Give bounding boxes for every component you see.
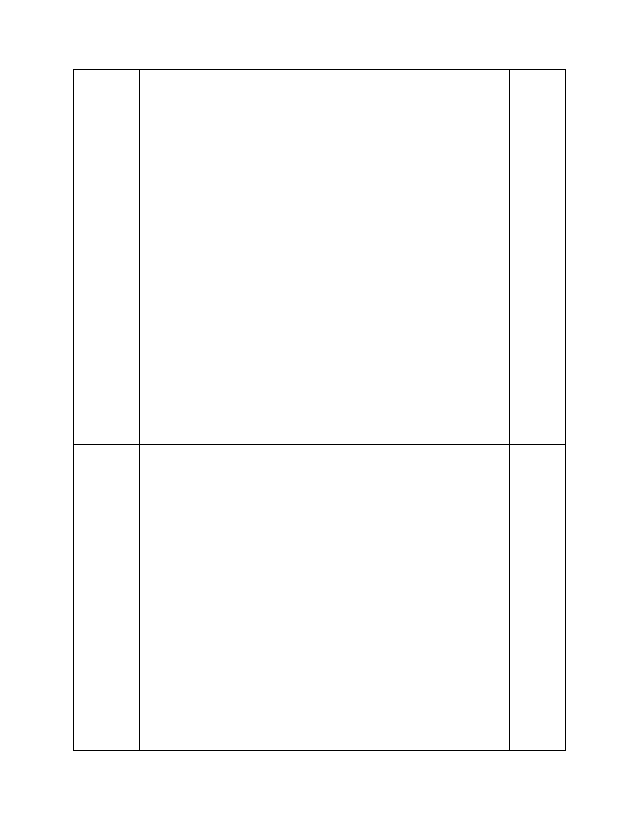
number-cell <box>74 445 140 751</box>
marking-scheme-table <box>73 69 566 751</box>
answer-cell <box>140 445 510 751</box>
mark-cell <box>510 70 566 445</box>
number-cell <box>74 70 140 445</box>
mark-cell <box>510 445 566 751</box>
question-number <box>74 445 139 448</box>
table-row <box>74 445 566 751</box>
top-answer-list <box>140 70 509 72</box>
bottom-answer-list <box>140 445 509 447</box>
table-row <box>74 70 566 445</box>
answer-cell <box>140 70 510 445</box>
